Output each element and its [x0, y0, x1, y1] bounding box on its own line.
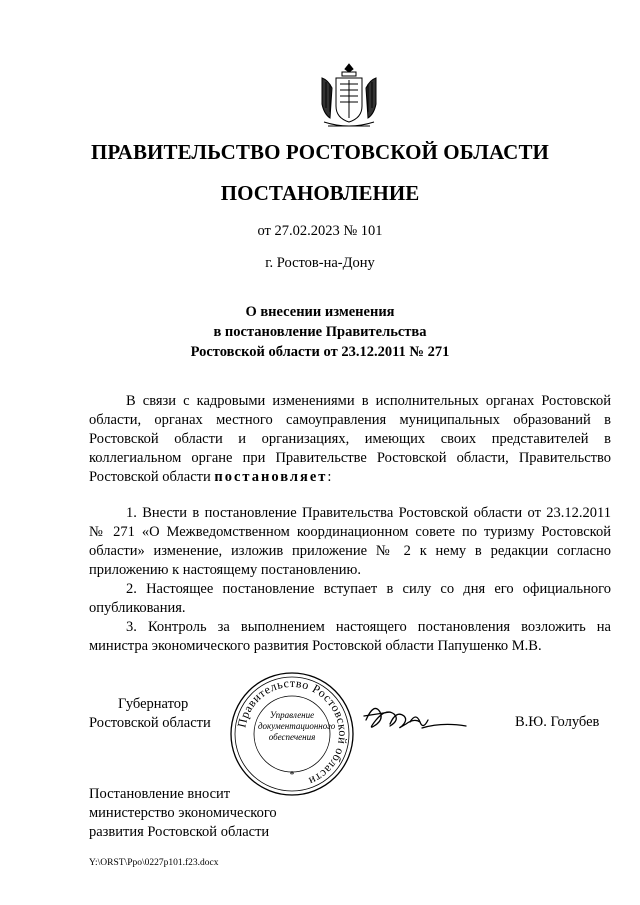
- submitted-by-line-1: Постановление вносит: [89, 786, 231, 802]
- signatory-role-line-2: Ростовской области: [89, 715, 211, 731]
- file-path: Y:\ORST\Ppo\0227p101.f23.docx: [89, 858, 219, 868]
- item-3-paragraph: 3. Контроль за выполнением настоящего постановления возложить на министра экономического развития Ростовской области Папушенко М.В.: [89, 619, 611, 654]
- coat-of-arms-emblem: [314, 60, 384, 130]
- official-stamp: [228, 670, 356, 798]
- item-1-paragraph: 1. Внести в постановление Правительства Ростовской области от 23.12.2011 № 271 «О Межведомственном координационном совете по туризму Ростовской области» изменение, изложив приложение № 2 к нему в редакции согласно приложению к настоящему постановлению.: [89, 505, 611, 578]
- document-body: [89, 392, 611, 656]
- stamp-ring-text: Правительство Ростовской области: [234, 675, 351, 789]
- preamble-end: :: [327, 469, 332, 485]
- signatory-role-line-1: Губернатор: [118, 696, 189, 712]
- signatory-role: [89, 695, 211, 733]
- stamp-center-text: Управление документационного обеспечения: [258, 710, 336, 742]
- signatory-name: В.Ю. Голубев: [515, 714, 600, 730]
- preamble-paragraph: [89, 392, 611, 487]
- subject-line-3: Ростовской области от 23.12.2011 № 271: [190, 344, 450, 360]
- resolves-word: постановляет: [214, 469, 328, 485]
- document-type-title: ПОСТАНОВЛЕНИЕ: [220, 181, 420, 205]
- city-line: г. Ростов-на-Дону: [265, 255, 375, 271]
- subject-line-1: О внесении изменения: [245, 304, 395, 320]
- submitted-by-line-3: развития Ростовской области: [89, 824, 270, 840]
- government-title: ПРАВИТЕЛЬСТВО РОСТОВСКОЙ ОБЛАСТИ: [91, 140, 549, 164]
- submitted-by-line-2: министерство экономического: [89, 805, 277, 821]
- handwritten-signature: [360, 692, 470, 742]
- document-subject: [150, 302, 490, 362]
- svg-text:*: *: [289, 770, 295, 781]
- preamble-text: В связи с кадровыми изменениями в исполнительных органах Ростовской области, органах местного самоуправления муниципальных образований в Ростовской области и организациях, имеющих своих представителей в коллегиальном органе при Правительстве Ростовской области, Правительство Ростовской области: [89, 393, 611, 485]
- submitted-by-note: [89, 785, 277, 842]
- subject-line-2: в постановление Правительства: [213, 324, 427, 340]
- item-2-paragraph: 2. Настоящее постановление вступает в силу со дня его официального опубликования.: [89, 581, 611, 616]
- date-number-line: от 27.02.2023 № 101: [257, 223, 383, 239]
